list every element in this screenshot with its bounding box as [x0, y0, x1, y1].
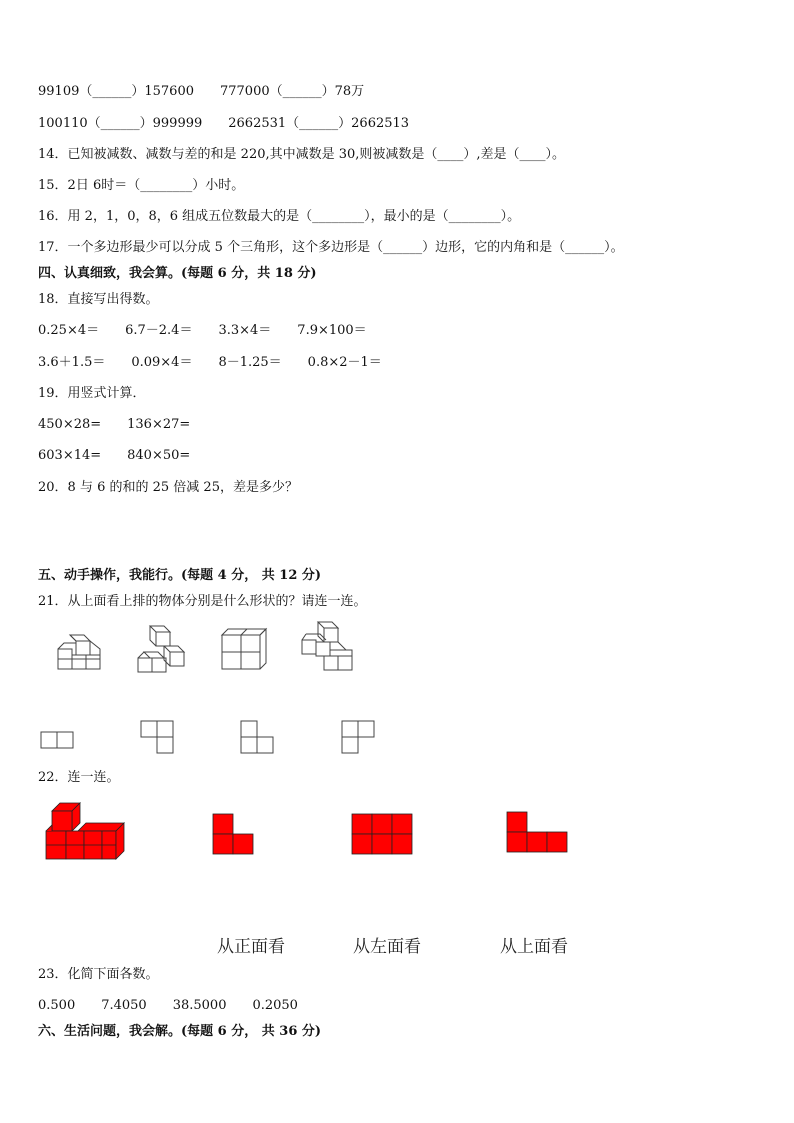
label-top-view: 从上面看: [500, 937, 568, 957]
question-23: 23．化简下面各数。: [38, 967, 159, 982]
q21-solid-3: [220, 627, 268, 671]
question-20: 20．8 与 6 的和的 25 倍减 25，差是多少？: [38, 480, 298, 495]
q22-view-shape-2: [351, 813, 413, 857]
q21-solid-1: [56, 633, 106, 671]
section-6-heading: 六、生活问题，我会解。(每题 6 分， 共 36 分): [38, 1024, 322, 1039]
question-23-row: 0.500 7.4050 38.5000 0.2050: [38, 998, 298, 1013]
question-14: 14．已知被减数、减数与差的和是 220,其中减数是 30,则被减数是（____）,差是（____）。: [38, 147, 566, 162]
question-21: 21．从上面看上排的物体分别是什么形状的？请连一连。: [38, 594, 367, 609]
question-18-row-2: 3.6＋1.5＝ 0.09×4＝ 8－1.25＝ 0.8×2－1＝: [38, 355, 382, 370]
q21-top-view-2: [140, 720, 176, 756]
q21-solid-4: [300, 620, 354, 672]
question-17: 17．一个多边形最少可以分成 5 个三角形，这个多边形是（______）边形，它的内角和是（______）。: [38, 240, 624, 255]
question-18: 18．直接写出得数。: [38, 292, 159, 307]
q21-top-view-3: [240, 720, 276, 756]
question-22: 22．连一连。: [38, 770, 120, 785]
question-19: 19．用竖式计算．: [38, 386, 146, 401]
label-left-view: 从左面看: [353, 937, 421, 957]
question-16: 16．用 2，1，0，8，6 组成五位数最大的是（________），最小的是（________）。: [38, 209, 521, 224]
section-4-heading: 四、认真细致，我会算。(每题 6 分，共 18 分): [38, 266, 317, 281]
q21-solid-2: [136, 624, 188, 674]
q21-top-view-4: [341, 720, 377, 756]
q22-view-shape-3: [506, 811, 568, 855]
compare-row-1: 99109（______）157600 777000（______）78万: [38, 84, 365, 99]
q22-red-solid: [44, 801, 126, 861]
compare-row-2: 100110（______）999999 2662531（______）2662513: [38, 116, 410, 131]
question-18-row-1: 0.25×4＝ 6.7－2.4＝ 3.3×4＝ 7.9×100＝: [38, 323, 367, 338]
q21-top-view-1: [40, 731, 76, 749]
q22-view-shape-1: [212, 813, 256, 857]
label-front-view: 从正面看: [217, 937, 285, 957]
section-5-heading: 五、动手操作，我能行。(每题 4 分， 共 12 分): [38, 568, 322, 583]
question-19-row-1: 450×28= 136×27=: [38, 417, 191, 432]
question-15: 15．2日 6时＝（________）小时。: [38, 178, 245, 193]
question-19-row-2: 603×14= 840×50=: [38, 448, 191, 463]
